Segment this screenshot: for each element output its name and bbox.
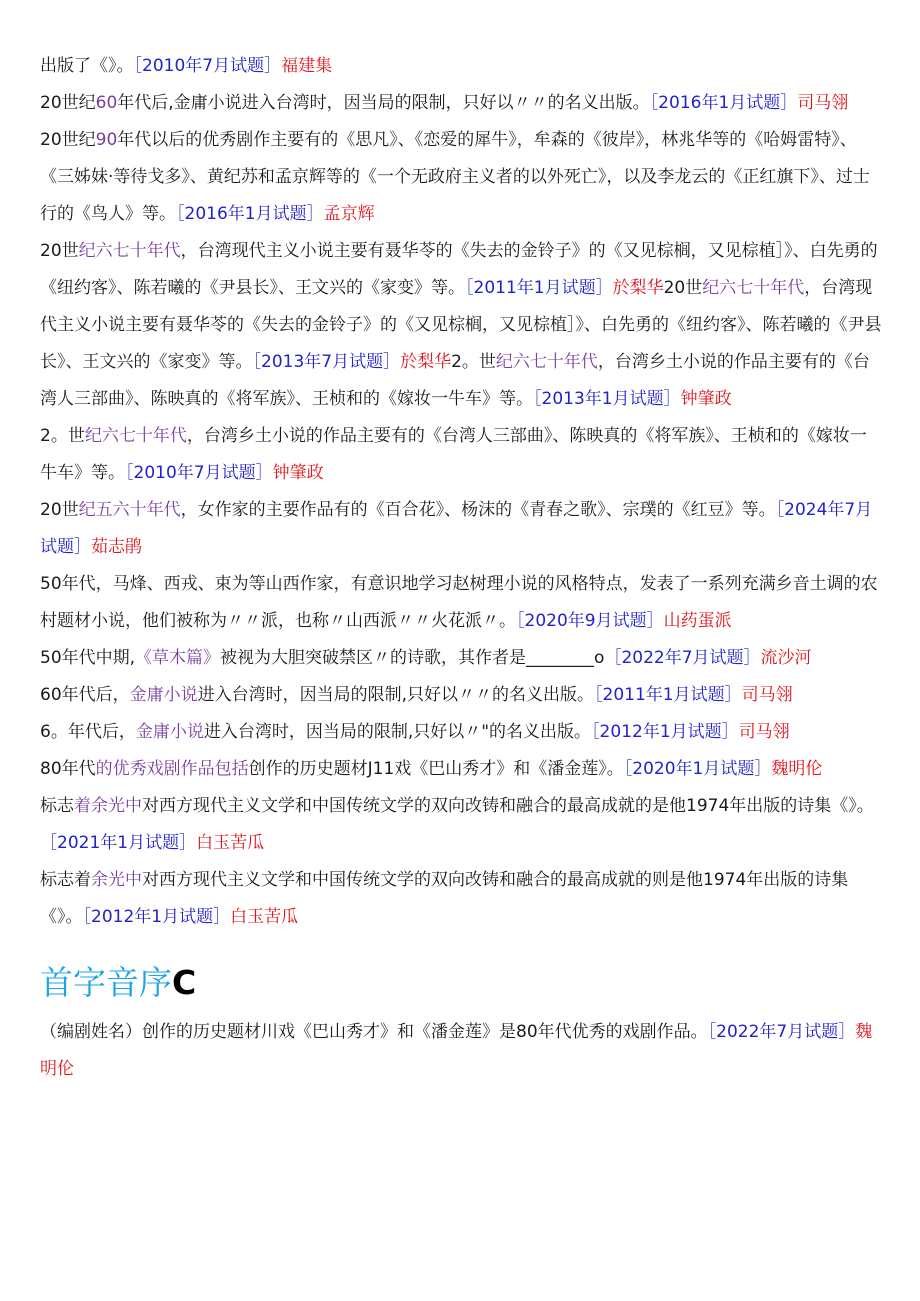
answer-text: 茹志鹃 [91, 537, 142, 557]
answer-text: 魏明伦 [40, 1022, 873, 1079]
exam-source-tag: ［2013年1月试题］ [533, 389, 681, 409]
answer-text: 白玉苦瓜 [196, 833, 265, 853]
answer-text: 於梨华 [400, 352, 452, 372]
question-text: 标志着 [40, 870, 91, 890]
question-text: 60年代后， [40, 685, 130, 705]
exam-source-tag: ［2010年7月试题］ [125, 463, 273, 483]
section-letter: C [172, 963, 197, 1002]
question-text: 年代后,金庸小说进入台湾时，因当局的限制，只好以〃〃的名义出版。 [117, 93, 650, 113]
question-text: 进入台湾时，因当局的限制,只好以〃"的名义出版。 [203, 722, 592, 742]
highlight-text: 金庸小说 [135, 722, 204, 742]
exam-source-tag: ［2012年1月试题］ [591, 722, 739, 742]
highlight-text: 金庸小说 [129, 685, 198, 705]
question-text: 出版了《》。 [40, 56, 134, 76]
question-text: 年代以后的优秀剧作主要有的《思凡》、《恋爱的犀牛》，牟森的《彼岸》，林兆华等的《哈姆雷特》、《三姊妹·等待戈多》、黄纪苏和孟京辉等的《一个无政府主义者的以外死亡》，以及李龙云的《正红旗下》、过士行的《鸟人》等。 [40, 130, 870, 224]
question-text: 对西方现代主义文学和中国传统文学的双向改铸和融合的最高成就的则是他1974年出版的诗集《》。 [40, 870, 849, 927]
answer-text: 钟肇政 [680, 389, 732, 409]
question-item [40, 862, 882, 936]
exam-source-tag: ［2016年1月试题］ [649, 93, 798, 113]
highlight-text: 着余光中 [74, 796, 142, 816]
answer-text: 福建集 [281, 56, 333, 76]
section-title: 首字音序 [40, 963, 172, 1002]
question-item [40, 788, 882, 862]
question-text: ，女作家的主要作品有的《百合花》、杨沫的《青春之歌》、宗璞的《红豆》等。 [180, 500, 776, 520]
answer-text: 司马翎 [797, 93, 849, 113]
answer-text: 白玉苦瓜 [230, 907, 299, 927]
question-item [40, 714, 882, 751]
highlight-text: 纪五六十年代 [78, 500, 181, 520]
question-text: ，台湾乡土小说的作品主要有的《台湾人三部曲》、陈映真的《将军族》、王桢和的《嫁妆一牛车》等。 [40, 352, 870, 409]
question-text: ，台湾现代主义小说主要有聂华苓的《失去的金铃子》的《又见棕榈，又见棕植］》、白先勇的《纽约客》、陈若曦的《尹县长》、王文兴的《家变》等。 [40, 241, 878, 298]
highlight-text: 60 [95, 93, 118, 113]
highlight-text: 90 [95, 130, 118, 150]
exam-source-tag: ［2022年7月试题］ [707, 1022, 856, 1042]
exam-source-tag: ［2020年9月试题］ [516, 611, 664, 631]
exam-source-tag: ［2010年7月试题］ [133, 56, 282, 76]
question-text: 进入台湾时，因当局的限制,只好以〃〃的名义出版。 [197, 685, 595, 705]
question-item [40, 640, 882, 677]
question-text: ，台湾乡土小说的作品主要有的《台湾人三部曲》、陈映真的《将军族》、王桢和的《嫁妆一牛车》等。 [40, 426, 867, 483]
question-text: ，台湾现代主义小说主要有聂华苓的《失去的金铃子》的《又见棕榈，又见棕植］》、白先勇的《纽约客》、陈若曦的《尹县长》、王文兴的《家变》等。 [40, 278, 882, 372]
question-text: 6。年代后， [40, 722, 136, 742]
question-text: 80年代 [40, 759, 96, 779]
question-list [40, 48, 882, 936]
highlight-text: 纪六七十年代 [84, 426, 187, 446]
exam-source-tag: ［2011年1月试题］ [594, 685, 742, 705]
answer-text: 司马翎 [741, 685, 793, 705]
question-text: 被视为大胆突破禁区〃的诗歌，其作者是________o [220, 648, 605, 668]
answer-text: 孟京辉 [323, 204, 375, 224]
exam-source-tag: ［2020年1月试题］ [623, 759, 772, 779]
highlight-text: 《草木篇》 [135, 648, 221, 668]
exam-source-tag: ［2016年1月试题］ [176, 204, 324, 224]
question-text: 20世 [40, 500, 79, 520]
question-item [40, 492, 882, 566]
highlight-text: 纪六七十年代 [78, 241, 181, 261]
highlight-text: 纪六七十年代 [495, 352, 598, 372]
question-item [40, 122, 882, 233]
exam-source-tag: ［2021年1月试题］ [40, 833, 197, 853]
highlight-text: 的优秀戏剧作品包括 [95, 759, 249, 779]
answer-text: 司马翎 [738, 722, 790, 742]
answer-text: 钟肇政 [272, 463, 324, 483]
question-text: 创作的历史题材J11戏《巴山秀才》和《潘金莲》。 [248, 759, 624, 779]
section-question-list [40, 1014, 882, 1088]
question-text: 2。世 [451, 352, 496, 372]
exam-source-tag: ［2011年1月试题］ [465, 278, 613, 298]
exam-source-tag: ［2022年7月试题］ [604, 648, 761, 668]
answer-text: 於梨华 [612, 278, 664, 298]
exam-source-tag: ［2012年1月试题］ [82, 907, 231, 927]
question-text: 标志 [40, 796, 74, 816]
question-item [40, 418, 882, 492]
question-text: 20世纪 [40, 130, 96, 150]
question-text: 对西方现代主义文学和中国传统文学的双向改铸和融合的最高成就的是他1974年出版的诗集《》。 [142, 796, 874, 816]
question-text: 2。世 [40, 426, 85, 446]
exam-source-tag: ［2013年7月试题］ [252, 352, 401, 372]
answer-text: 流沙河 [760, 648, 812, 668]
question-item [40, 751, 882, 788]
question-text: 50年代中期, [40, 648, 136, 668]
question-item [40, 233, 882, 418]
document-body [40, 48, 882, 1088]
question-text: （编剧姓名）创作的历史题材川戏《巴山秀才》和《潘金莲》是80年代优秀的戏剧作品。 [40, 1022, 708, 1042]
question-text: 20世纪 [40, 93, 96, 113]
question-text: 20世 [663, 278, 703, 298]
answer-text: 魏明伦 [771, 759, 823, 779]
question-item [40, 48, 882, 85]
question-item [40, 1014, 882, 1088]
exam-source-tag: ［2024年7月试题］ [40, 500, 873, 557]
answer-text: 山药蛋派 [663, 611, 732, 631]
highlight-text: 余光中 [91, 870, 142, 890]
highlight-text: 纪六七十年代 [702, 278, 805, 298]
question-text: 20世 [40, 241, 79, 261]
section-heading [40, 958, 882, 1008]
question-item [40, 566, 882, 640]
question-item [40, 677, 882, 714]
question-item [40, 85, 882, 122]
question-text: 50年代，马烽、西戎、束为等山西作家，有意识地学习赵树理小说的风格特点，发表了一系列充满乡音土调的农村题材小说，他们被称为〃〃派，也称〃山西派〃〃火花派〃。 [40, 574, 878, 631]
